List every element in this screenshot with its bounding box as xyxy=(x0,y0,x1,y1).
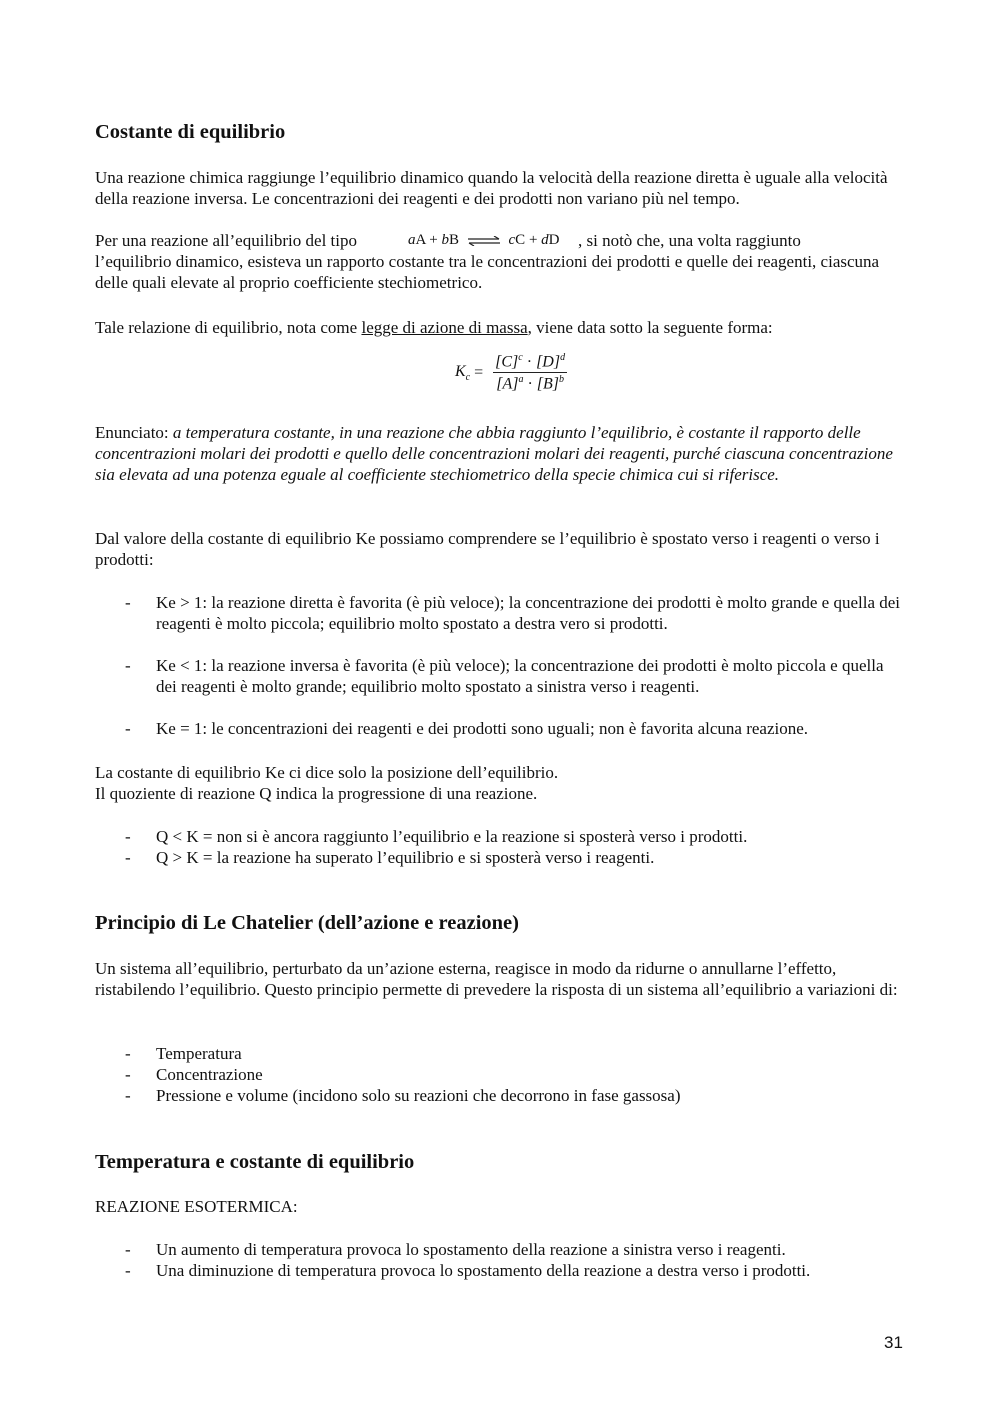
list-item: - Ke < 1: la reazione inversa è favorita (è più veloce); la concentrazione dei prodotti è molto piccola e quella dei reagenti è molto grande; equilibrio molto spostato a sinistra verso i reagenti. xyxy=(125,656,884,696)
paragraph-mass-action: Tale relazione di equilibrio, nota come legge di azione di massa, viene data sotto la seguente forma: xyxy=(95,318,773,337)
reaction-followup-text: , si notò che, una volta raggiunto xyxy=(578,231,801,250)
section-title-le-chatelier: Principio di Le Chatelier (dell’azione e reazione) xyxy=(95,912,519,934)
paragraph-le-chatelier: Un sistema all’equilibrio, perturbato da un’azione esterna, reagisce in modo da ridurne o annullarne l’effetto, ristabilendo l’equilibrio. Questo principio permette di prevedere la risposta di un sistema all’equilibrio a variazioni di: xyxy=(95,959,898,999)
list-item: - Pressione e volume (incidono solo su reazioni che decorrono in fase gassosa) xyxy=(125,1086,681,1105)
section-title-temperature: Temperatura e costante di equilibrio xyxy=(95,1151,415,1173)
list-item: - Temperatura xyxy=(125,1044,242,1063)
paragraph-ke-intro: Dal valore della costante di equilibrio Ke possiamo comprendere se l’equilibrio è spostato verso i reagenti o verso i prodotti: xyxy=(95,529,880,569)
list-item: - Ke = 1: le concentrazioni dei reagenti e dei prodotti sono uguali; non è favorita alcuna reazione. xyxy=(125,719,809,738)
paragraph-enunciato xyxy=(95,422,907,485)
section-title-equilibrium-constant: Costante di equilibrio xyxy=(95,121,286,143)
enunciato-text: a temperatura costante, in una reazione che abbia raggiunto l’equilibrio, è costante il rapporto delle concentrazioni molari dei prodotti e quello delle concentrazioni molari dei reagenti, purché ciascuna concentrazione sia elevata ad una potenza eguale al coefficiente stechiometrico della specie chimica cui si riferisce. xyxy=(95,423,893,484)
ke-cases-list xyxy=(95,592,907,739)
list-item: - Q > K = la reazione ha superato l’equilibrio e si sposterà verso i reagenti. xyxy=(125,848,655,867)
mass-action-law-link: legge di azione di massa xyxy=(361,318,528,337)
formula-denominator: $[A]^a \cdot [B]^b$ xyxy=(496,374,565,393)
list-item: - Q < K = non si è ancora raggiunto l’equilibrio e la reazione si sposterà verso i prodotti. xyxy=(125,827,748,846)
q-cases-list xyxy=(95,826,907,868)
paragraph-ke-q: La costante di equilibrio Ke ci dice solo la posizione dell’equilibrio. Il quoziente di reazione Q indica la progressione di una reazione. xyxy=(95,763,559,803)
formula-numerator: $[C]^c \cdot [D]^d$ xyxy=(493,352,567,373)
equilibrium-constant-formula: $K_c$ = $\frac{[C]^c \cdot [D]^d}{[A]^a \cdot [B]^b}$ xyxy=(455,352,566,393)
enunciato-label: Enunciato: xyxy=(95,423,173,442)
exothermic-list xyxy=(95,1239,907,1281)
list-item: - Ke > 1: la reazione diretta è favorita (è più veloce); la concentrazione dei prodotti è molto grande e quella dei reagenti è molto piccola; equilibrio molto spostato a destra vero si prodotti. xyxy=(125,593,901,633)
formula-fraction xyxy=(493,352,567,394)
page-number: 31 xyxy=(884,1333,903,1352)
reaction-equation: aA + bB cC + dD xyxy=(408,232,560,248)
list-item: - Concentrazione xyxy=(125,1065,263,1084)
reaction-intro-text: Per una reazione all’equilibrio del tipo xyxy=(95,231,357,250)
paragraph-dynamic-equilibrium: Una reazione chimica raggiunge l’equilibrio dinamico quando la velocità della reazione diretta è uguale alla velocità della reazione inversa. Le concentrazioni dei reagenti e dei prodotti non variano più nel tempo. xyxy=(95,168,888,208)
list-item: - Una diminuzione di temperatura provoca lo spostamento della reazione a destra verso i prodotti. xyxy=(125,1261,811,1280)
exothermic-label: REAZIONE ESOTERMICA: xyxy=(95,1197,298,1216)
list-item: - Un aumento di temperatura provoca lo spostamento della reazione a sinistra verso i reagenti. xyxy=(125,1240,786,1259)
equilibrium-arrows-icon xyxy=(467,236,501,246)
variations-list xyxy=(95,1043,907,1106)
formula-lhs: $K_c$ xyxy=(455,362,471,383)
reaction-explanation-text: l’equilibrio dinamico, esisteva un rapporto costante tra le concentrazioni dei prodotti e quelle dei reagenti, ciascuna delle quali elevate al proprio coefficiente stechiometrico. xyxy=(95,252,880,292)
